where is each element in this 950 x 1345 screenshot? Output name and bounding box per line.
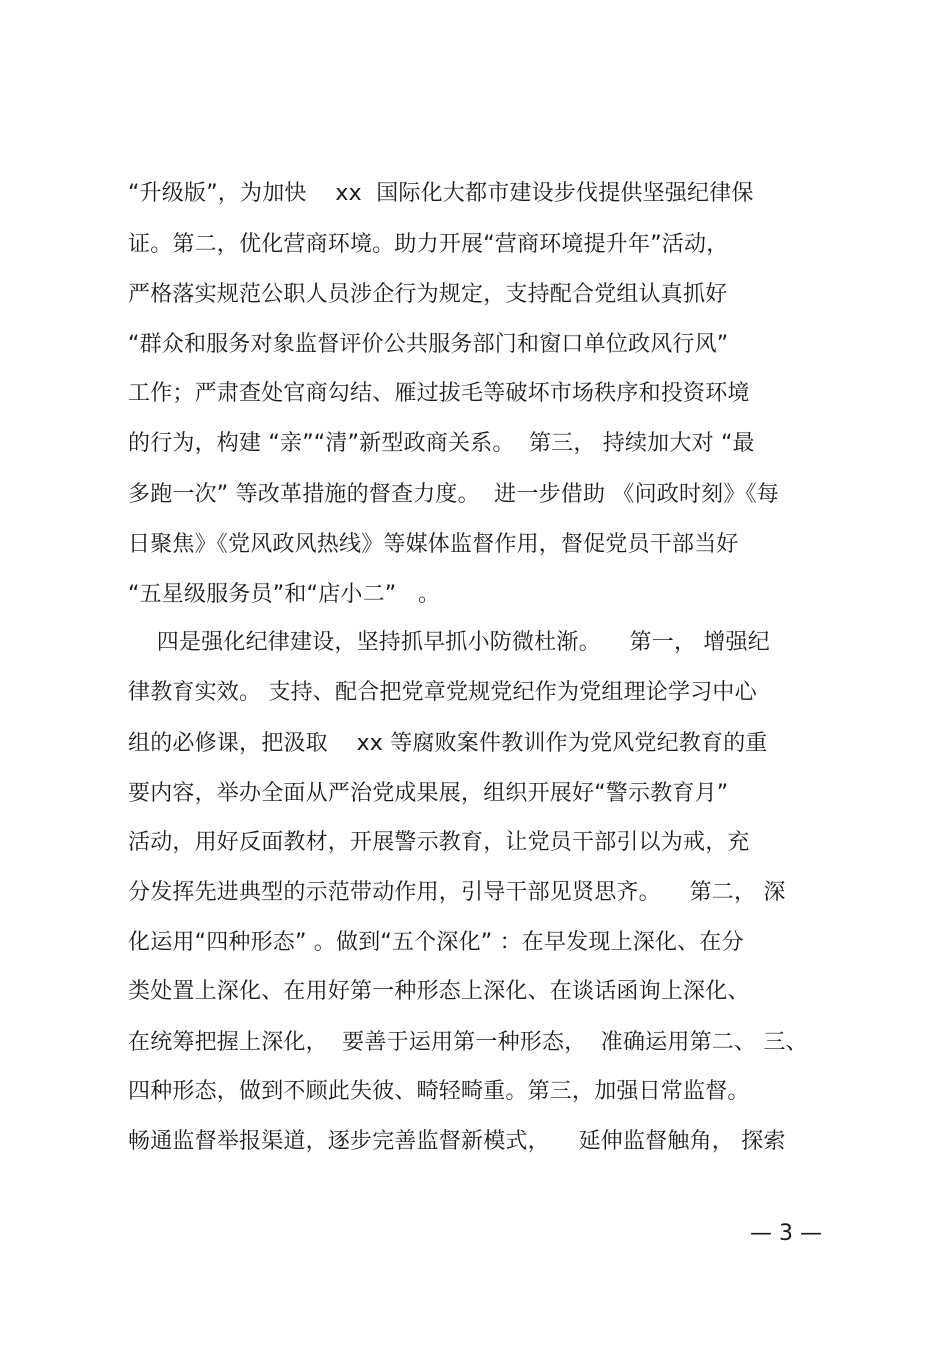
body-line: 四种形态，做到不顾此失彼、畸轻畸重。第三，加强日常监督。 <box>128 1079 750 1104</box>
body-line: 活动，用好反面教材，开展警示教育，让党员干部引以为戒，充 <box>128 830 750 855</box>
body-line: 化运用“四种形态” 。做到“五个深化” ：在早发现上深化、在分 <box>128 930 744 955</box>
body-line: 类处置上深化、在用好第一种形态上深化、在谈话函询上深化、 <box>128 979 750 1004</box>
body-line: 组的必修课，把汲取 xx 等腐败案件教训作为党风党纪教育的重 <box>128 731 768 756</box>
body-line: 律教育实效。 支持、配合把党章党规党纪作为党组理论学习中心 <box>128 680 757 705</box>
body-line: 多跑一次” 等改革措施的督查力度。 进一步借助 《问政时刻》《每 <box>128 482 779 507</box>
body-line: 要内容，举办全面从严治党成果展，组织开展好“警示教育月” <box>128 781 729 806</box>
body-line: “群众和服务对象监督评价公共服务部门和窗口单位政风行风” <box>128 332 729 357</box>
body-line: 畅通监督举报渠道，逐步完善监督新模式， 延伸监督触角， 探索 <box>128 1129 786 1154</box>
body-line: 工作；严肃查处官商勾结、雁过拔毛等破坏市场秩序和投资环境 <box>128 381 750 406</box>
body-line: 四是强化纪律建设，坚持抓早抓小防微杜渐。 第一， 增强纪 <box>128 630 770 655</box>
body-line: 严格落实规范公职人员涉企行为规定，支持配合党组认真抓好 <box>128 282 728 307</box>
body-line: 日聚焦》《党风政风热线》等媒体监督作用，督促党员干部当好 <box>128 532 739 557</box>
page-number: — 3 — <box>750 1221 822 1246</box>
body-line: “升级版”，为加快 xx 国际化大都市建设步伐提供坚强纪律保 <box>128 181 754 206</box>
body-line: 分发挥先进典型的示范带动作用，引导干部见贤思齐。 第二， 深 <box>128 880 786 905</box>
body-line: 在统筹把握上深化， 要善于运用第一种形态， 准确运用第二、 三、 <box>128 1030 808 1055</box>
body-line: “五星级服务员”和“店小二” 。 <box>128 582 441 607</box>
body-line: 的行为，构建 “亲”“清”新型政商关系。 第三， 持续加大对 “最 <box>128 431 755 456</box>
body-line: 证。第二，优化营商环境。助力开展“营商环境提升年”活动， <box>128 232 729 257</box>
